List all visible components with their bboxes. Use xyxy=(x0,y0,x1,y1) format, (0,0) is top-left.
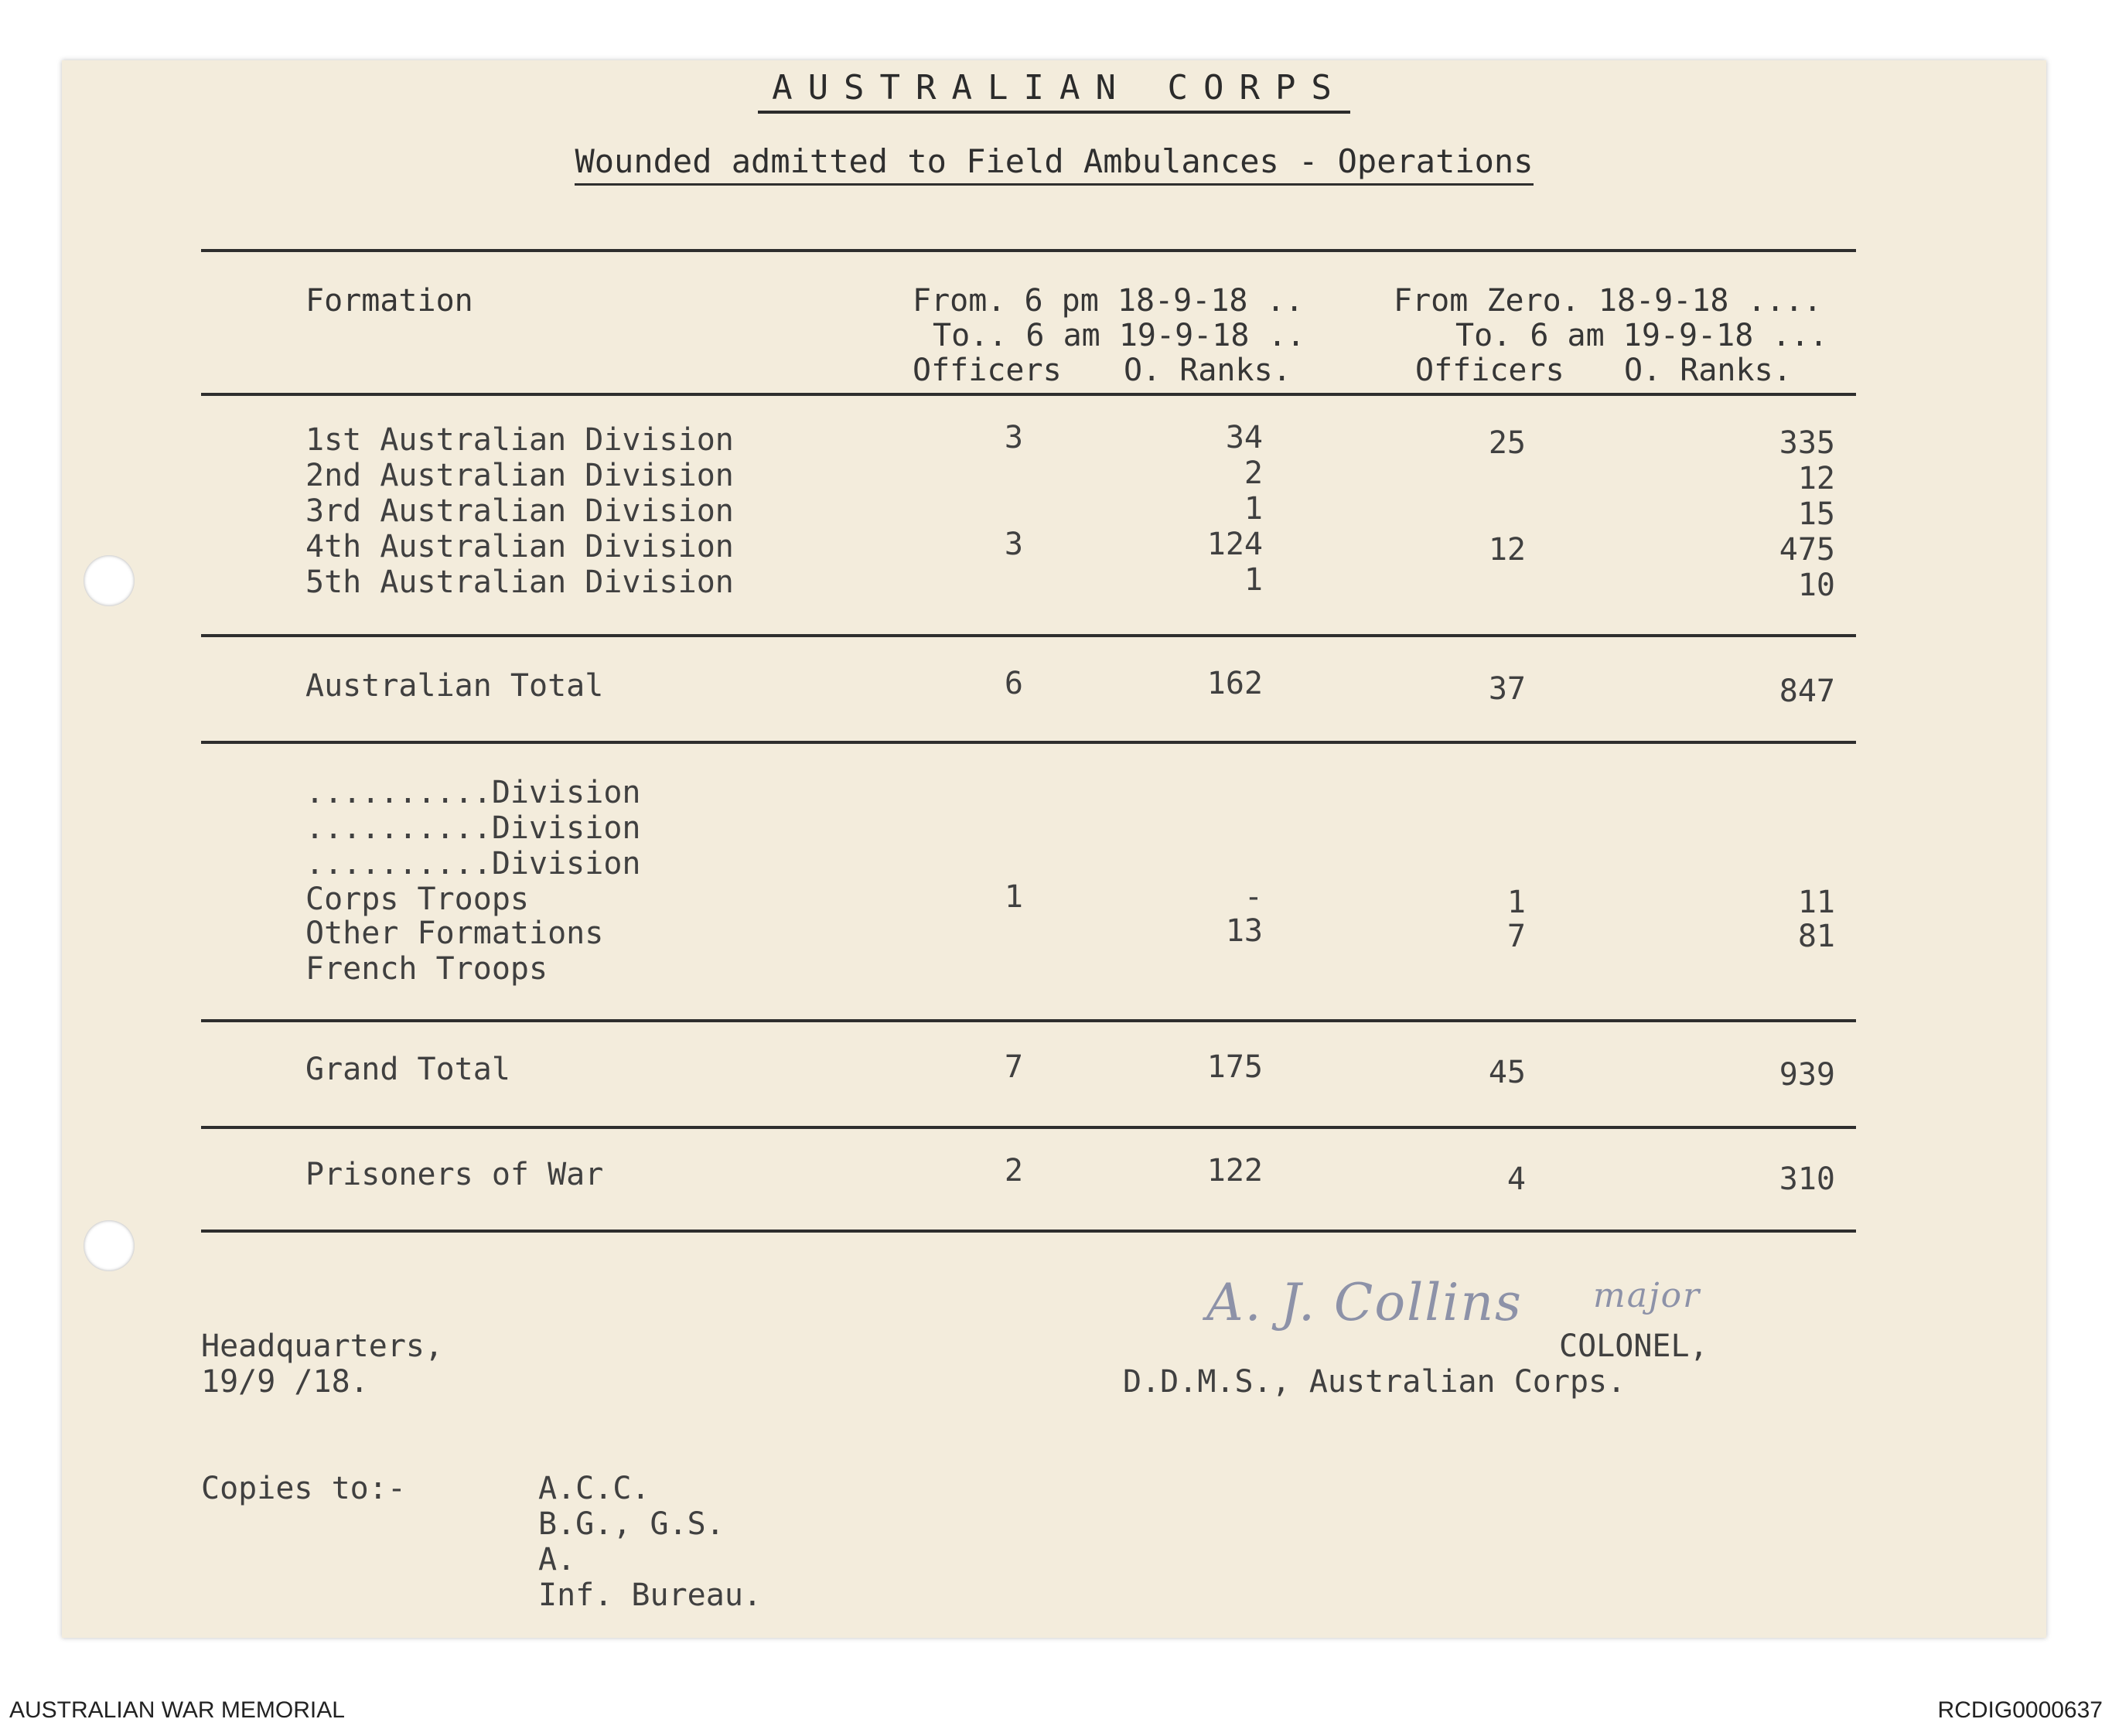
archive-credit: AUSTRALIAN WAR MEMORIAL xyxy=(9,1697,345,1723)
table-rule-divisions xyxy=(201,634,1856,637)
p1-ranks: 1 xyxy=(1244,491,1263,527)
copy-recipient: A.C.C. xyxy=(538,1471,650,1506)
p2-officers: 1 xyxy=(1506,885,1526,920)
p2-ranks: 12 xyxy=(1797,461,1835,496)
table-rule-grand-total xyxy=(201,1126,1856,1129)
period1-officers-header: Officers xyxy=(913,353,1062,388)
p2-ranks: 11 xyxy=(1797,885,1835,920)
p1-ranks: 1 xyxy=(1244,562,1263,598)
p2-ranks: 939 xyxy=(1779,1057,1835,1093)
period1-from: From. 6 pm 18-9-18 .. xyxy=(913,283,1304,319)
p1-officers: 2 xyxy=(1004,1153,1023,1189)
copy-recipient: B.G., G.S. xyxy=(538,1506,725,1542)
p2-officers: 7 xyxy=(1506,919,1526,954)
p1-officers: 1 xyxy=(1004,879,1023,915)
formation-name: ..........Division xyxy=(305,846,641,882)
document-subtitle: Wounded admitted to Field Ambulances - Operations xyxy=(62,142,2046,180)
formation-name: 1st Australian Division xyxy=(305,422,734,458)
p2-officers: 45 xyxy=(1488,1055,1526,1090)
formation-name: Other Formations xyxy=(305,916,604,951)
p1-ranks: 2 xyxy=(1244,455,1263,491)
p2-ranks: 335 xyxy=(1779,425,1835,461)
document-date: 19/9 /18. xyxy=(201,1364,369,1400)
archive-reference: RCDIG0000637 xyxy=(1937,1697,2103,1723)
p1-ranks: 162 xyxy=(1206,666,1263,701)
punch-hole xyxy=(84,1220,135,1271)
period2-from: From Zero. 18-9-18 .... xyxy=(1394,283,1822,319)
document-title: AUSTRALIAN CORPS xyxy=(62,68,2046,107)
p1-ranks: 175 xyxy=(1206,1049,1263,1085)
punch-hole xyxy=(84,555,135,606)
p2-ranks: 847 xyxy=(1779,674,1835,709)
formation-name: 2nd Australian Division xyxy=(305,458,734,493)
copy-recipient: Inf. Bureau. xyxy=(538,1577,762,1613)
p1-ranks: - xyxy=(1244,879,1263,915)
p1-ranks: 34 xyxy=(1225,420,1263,455)
p1-ranks: 13 xyxy=(1225,913,1263,949)
formation-name: 5th Australian Division xyxy=(305,564,734,600)
p2-officers: 37 xyxy=(1488,671,1526,707)
period1-to: To.. 6 am 19-9-18 .. xyxy=(933,318,1305,353)
handwritten-rank-note: major xyxy=(1593,1276,1701,1315)
formation-name: ..........Division xyxy=(305,810,641,846)
formation-name: Prisoners of War xyxy=(305,1157,604,1192)
period2-officers-header: Officers xyxy=(1415,353,1564,388)
p1-ranks: 122 xyxy=(1206,1153,1263,1189)
formation-name: 4th Australian Division xyxy=(305,529,734,564)
p2-ranks: 10 xyxy=(1797,568,1835,603)
formation-name: Australian Total xyxy=(305,668,604,704)
handwritten-signature: A. J. Collins xyxy=(1206,1273,1523,1332)
signatory-role: D.D.M.S., Australian Corps. xyxy=(1123,1364,1626,1400)
formation-name: ..........Division xyxy=(305,775,641,810)
document-sheet xyxy=(62,60,2046,1638)
signatory-rank: COLONEL, xyxy=(1559,1328,1708,1364)
table-rule-top xyxy=(201,249,1856,252)
table-rule-others xyxy=(201,1019,1856,1022)
formation-header: Formation xyxy=(305,283,473,319)
headquarters-label: Headquarters, xyxy=(201,1328,444,1364)
formation-name: Corps Troops xyxy=(305,882,529,917)
period2-to: To. 6 am 19-9-18 ... xyxy=(1455,318,1828,353)
p2-officers: 25 xyxy=(1488,425,1526,461)
p2-officers: 4 xyxy=(1506,1161,1526,1197)
table-rule-aus-total xyxy=(201,741,1856,744)
copy-recipient: A. xyxy=(538,1542,576,1577)
formation-name: 3rd Australian Division xyxy=(305,493,734,529)
p1-officers: 7 xyxy=(1004,1049,1023,1085)
p1-ranks: 124 xyxy=(1206,527,1263,562)
table-rule-bottom xyxy=(201,1230,1856,1233)
p2-ranks: 15 xyxy=(1797,496,1835,532)
p1-officers: 3 xyxy=(1004,527,1023,562)
formation-name: French Troops xyxy=(305,951,548,987)
period2-ranks-header: O. Ranks. xyxy=(1624,353,1792,388)
p2-officers: 12 xyxy=(1488,532,1526,568)
p2-ranks: 475 xyxy=(1779,532,1835,568)
formation-name: Grand Total xyxy=(305,1052,510,1087)
period1-ranks-header: O. Ranks. xyxy=(1124,353,1291,388)
p2-ranks: 81 xyxy=(1797,919,1835,954)
p2-ranks: 310 xyxy=(1779,1161,1835,1197)
table-rule-header xyxy=(201,393,1856,396)
p1-officers: 6 xyxy=(1004,666,1023,701)
copies-label: Copies to:- xyxy=(201,1471,406,1506)
p1-officers: 3 xyxy=(1004,420,1023,455)
